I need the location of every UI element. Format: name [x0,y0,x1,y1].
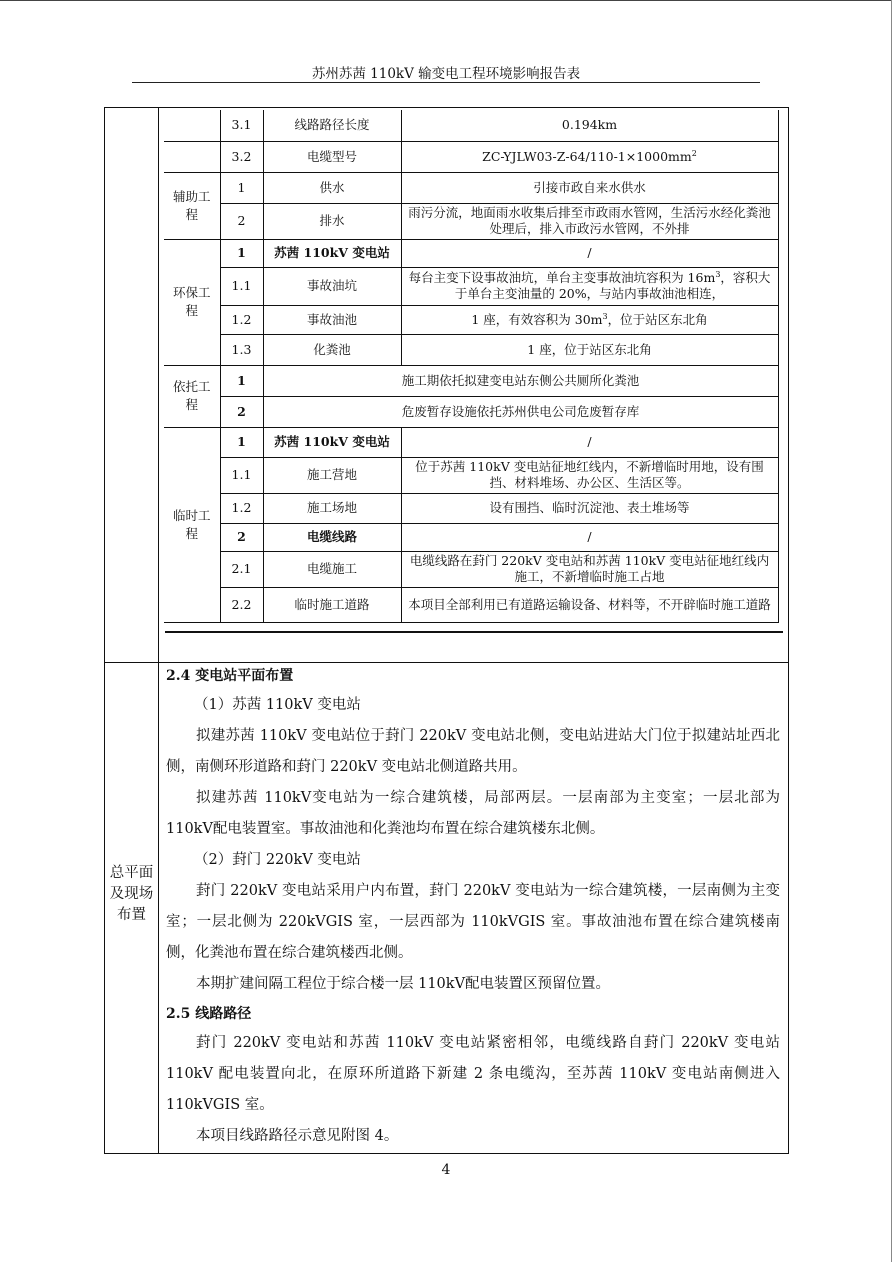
table-row [164,203,778,239]
row-number: 2 [220,203,263,239]
table-row [164,493,778,523]
item-description: 施工期依托拟建变电站东侧公共厕所化粪池 [263,365,778,396]
header-rule [132,82,760,83]
item-name: 事故油池 [263,305,401,334]
page-border-top [0,0,892,1]
category-cell [164,110,220,141]
superscript: 2 [691,148,697,158]
table-row [164,267,778,305]
superscript: 3 [602,311,608,321]
row-number: 1 [220,239,263,267]
table-row [164,305,778,334]
item-name: 苏茜 110kV 变电站 [263,239,401,267]
row-number: 2 [220,523,263,551]
table-row [164,172,778,203]
row-number: 1.3 [220,334,263,365]
category-temporary: 临时工程 [164,427,220,622]
outer-table-column-divider [158,108,159,1153]
desc-part: ，位于站区东北角 [607,311,708,327]
item-description: 位于苏茜 110kV 变电站征地红线内，不新增临时用地，设有围挡、材料堆场、办公区、生活区等。 [401,457,778,493]
superscript: 3 [715,269,721,279]
row-number: 1.2 [220,305,263,334]
desc-part: ，容积大于单台主变油量的 20%，与站内事故油池相连， [454,270,771,301]
row-number: 1.1 [220,457,263,493]
subheading-suqian: （1）苏茜 110kV 变电站 [194,697,361,713]
section-heading-2-4: 2.4 变电站平面布置 [166,668,294,684]
paragraph: 本期扩建间隔工程位于综合楼一层 110kV配电装置区预留位置。 [196,976,611,992]
category-reliance: 依托工程 [164,365,220,427]
row-number: 1.2 [220,493,263,523]
item-name: 施工场地 [263,493,401,523]
item-name: 线路路径长度 [263,110,401,141]
paragraph: 拟建苏茜 110kV 变电站位于葑门 220kV 变电站北侧，变电站进站大门位于拟建站址西北侧，南侧环形道路和葑门 220kV 变电站北侧道路共用。 [166,728,780,775]
desc-part: 1 座，有效容积为 30m [471,311,603,327]
item-description: 电缆线路在葑门 220kV 变电站和苏茜 110kV 变电站征地红线内施工，不新增临时施工占地 [401,551,778,587]
item-description [401,305,778,334]
item-name: 排水 [263,203,401,239]
table-row [164,551,778,587]
item-description [401,141,778,172]
item-name: 化粪池 [263,334,401,365]
item-description: / [401,239,778,267]
paragraph: 葑门 220kV 变电站和苏茜 110kV 变电站紧密相邻，电缆线路自葑门 220kV 变电站 110kV 配电装置向北，在原环所道路下新建 2 条电缆沟，至苏茜 110kV 变电站南侧进入 110kVGIS 室。 [166,1035,780,1113]
section-label-layout: 总平面及现场布置 [109,865,154,923]
item-name: 事故油坑 [263,267,401,305]
table-row [164,587,778,622]
row-number: 2 [220,396,263,427]
section-heading-2-5: 2.5 线路路径 [166,1006,252,1022]
item-description: 危废暂存设施依托苏州供电公司危废暂存库 [263,396,778,427]
paragraph: 葑门 220kV 变电站采用户内布置，葑门 220kV 变电站为一综合建筑楼，一层南侧为主变室；一层北侧为 220kVGIS 室，一层西部为 110kVGIS 室。事故油池布置在综合建筑楼南侧，化粪池布置在综合建筑楼西北侧。 [166,883,780,961]
item-name: 供水 [263,172,401,203]
item-description: / [401,427,778,457]
item-description: / [401,523,778,551]
cable-model-text: ZC-YJLW03-Z-64/110-1×1000mm [482,148,692,164]
item-description: 雨污分流，地面雨水收集后排至市政雨水管网，生活污水经化粪池处理后，排入市政污水管网，不外排 [401,203,778,239]
page-number: 4 [441,1162,451,1178]
table-row [164,457,778,493]
item-description: 1 座，位于站区东北角 [401,334,778,365]
row-number: 1.1 [220,267,263,305]
table-row [164,427,778,457]
table-row [164,110,778,141]
row-number: 1 [220,427,263,457]
category-environmental: 环保工程 [164,239,220,365]
category-cell [164,141,220,172]
row-number: 2.2 [220,587,263,622]
table-row [164,239,778,267]
table-row [164,334,778,365]
item-description: 0.194km [401,110,778,141]
row-number: 3.1 [220,110,263,141]
inner-table-bottom-rule [165,631,783,633]
item-description: 本项目全部利用已有道路运输设备、材料等，不开辟临时施工道路 [401,587,778,622]
row-number: 3.2 [220,141,263,172]
page-header-title: 苏州苏茜 110kV 输变电工程环境影响报告表 [311,66,581,82]
item-name: 临时施工道路 [263,587,401,622]
category-auxiliary: 辅助工程 [164,172,220,239]
paragraph: 本项目线路路径示意见附图 4。 [196,1128,399,1144]
item-name: 施工营地 [263,457,401,493]
project-composition-table [164,110,779,623]
row-number: 2.1 [220,551,263,587]
desc-part: 每台主变下设事故油坑，单台主变事故油坑容积为 16m [408,270,716,285]
layout-section-content [166,662,780,1152]
item-description [401,267,778,305]
item-name: 电缆型号 [263,141,401,172]
item-name: 电缆施工 [263,551,401,587]
table-row [164,523,778,551]
item-description: 设有围挡、临时沉淀池、表土堆场等 [401,493,778,523]
row-number: 1 [220,365,263,396]
item-name: 苏茜 110kV 变电站 [263,427,401,457]
item-name: 电缆线路 [263,523,401,551]
paragraph: 拟建苏茜 110kV变电站为一综合建筑楼，局部两层。一层南部为主变室；一层北部为110kV配电装置室。事故油池和化粪池均布置在综合建筑楼东北侧。 [166,790,780,837]
table-row [164,141,778,172]
item-description: 引接市政自来水供水 [401,172,778,203]
table-row [164,365,778,396]
table-row [164,396,778,427]
row-number: 1 [220,172,263,203]
subheading-fengmen: （2）葑门 220kV 变电站 [194,852,361,868]
